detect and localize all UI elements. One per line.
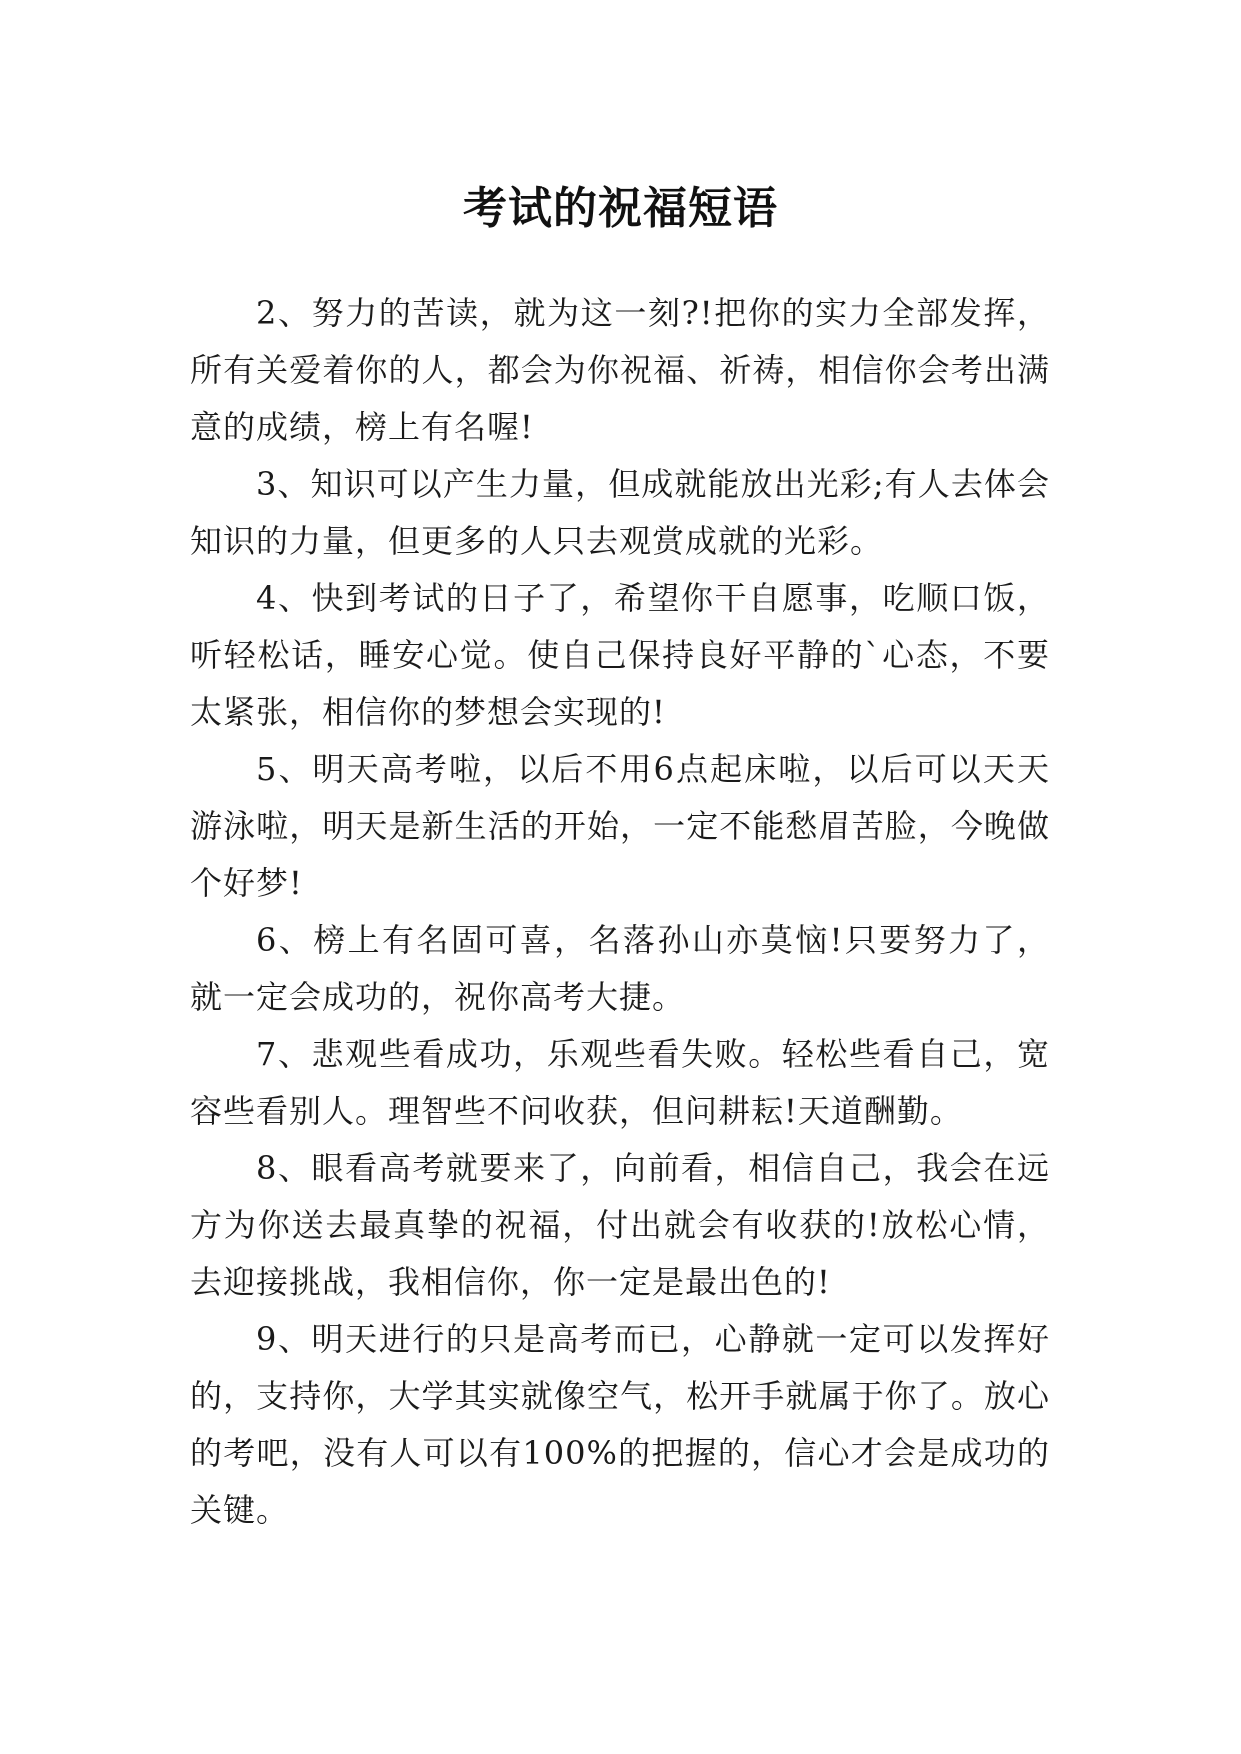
paragraph-8: 8、眼看高考就要来了，向前看，相信自己，我会在远方为你送去最真挚的祝福，付出就会有收获的!放松心情，去迎接挑战，我相信你，你一定是最出色的! <box>190 1149 1050 1301</box>
paragraph-3: 3、知识可以产生力量，但成就能放出光彩;有人去体会知识的力量，但更多的人只去观赏成就的光彩。 <box>190 465 1050 560</box>
paragraph-6: 6、榜上有名固可喜，名落孙山亦莫恼!只要努力了，就一定会成功的，祝你高考大捷。 <box>190 921 1050 1016</box>
paragraph-7: 7、悲观些看成功，乐观些看失败。轻松些看自己，宽容些看别人。理智些不问收获，但问耕耘!天道酬勤。 <box>190 1035 1050 1130</box>
paragraph-9: 9、明天进行的只是高考而已，心静就一定可以发挥好的，支持你，大学其实就像空气，松开手就属于你了。放心的考吧，没有人可以有100%的把握的，信心才会是成功的关键。 <box>190 1320 1050 1529</box>
paragraph-4: 4、快到考试的日子了，希望你干自愿事，吃顺口饭，听轻松话，睡安心觉。使自己保持良好平静的`心态，不要太紧张，相信你的梦想会实现的! <box>190 579 1050 731</box>
paragraph-2: 2、努力的苦读，就为这一刻?!把你的实力全部发挥，所有关爱着你的人，都会为你祝福、祈祷，相信你会考出满意的成绩，榜上有名喔! <box>190 294 1050 446</box>
document-title: 考试的祝福短语 <box>463 183 778 235</box>
document-body <box>190 285 1050 1539</box>
paragraph-5: 5、明天高考啦，以后不用6点起床啦，以后可以天天游泳啦，明天是新生活的开始，一定不能愁眉苦脸，今晚做个好梦! <box>190 750 1050 902</box>
